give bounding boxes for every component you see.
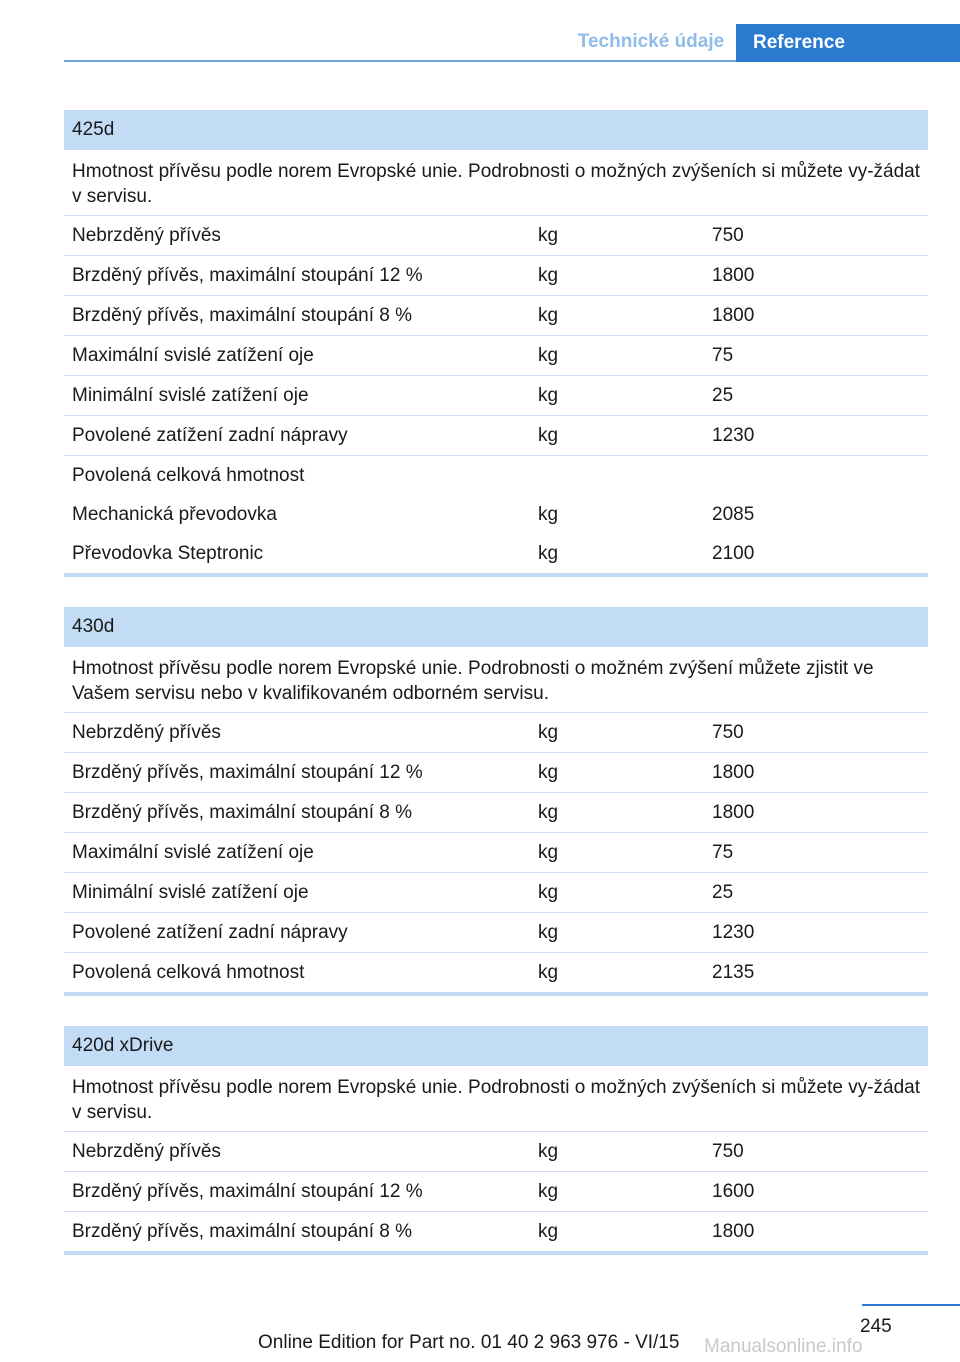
page-number: 245 — [860, 1316, 892, 1337]
table-title: 425d — [64, 110, 928, 150]
row-label: Brzděný přívěs, maximální stoupání 8 % — [72, 1221, 413, 1242]
table-row — [64, 873, 928, 913]
row-label: Minimální svislé zatížení oje — [72, 385, 309, 406]
row-label: Brzděný přívěs, maximální stoupání 12 % — [72, 265, 423, 286]
table-row — [64, 833, 928, 873]
row-value: 1230 — [712, 425, 755, 446]
row-unit: kg — [538, 802, 559, 823]
row-unit: kg — [538, 543, 559, 564]
row-unit: kg — [538, 225, 559, 246]
row-value: 750 — [712, 1141, 744, 1162]
row-value: 75 — [712, 842, 734, 863]
row-value: 75 — [712, 345, 734, 366]
row-value: 750 — [712, 225, 744, 246]
header-section-label: Technické údaje — [577, 31, 725, 52]
table-row — [64, 495, 928, 534]
row-unit: kg — [538, 842, 559, 863]
table-row — [64, 216, 928, 256]
table-row — [64, 416, 928, 456]
table-end-rule — [64, 992, 928, 996]
table-row — [64, 456, 928, 495]
table-row — [64, 376, 928, 416]
table-row — [64, 256, 928, 296]
edition-footer: Online Edition for Part no. 01 40 2 963 976 - VI/15 — [258, 1332, 680, 1353]
table-note: Hmotnost přívěsu podle norem Evropské unie. Podrobnosti o možných zvýšeních si můžete vy-žádat v servisu. — [64, 1066, 928, 1132]
row-label: Mechanická převodovka — [72, 504, 277, 525]
spec-table-430d — [64, 607, 928, 996]
row-value: 1800 — [712, 802, 755, 823]
row-unit: kg — [538, 425, 559, 446]
row-value: 25 — [712, 385, 734, 406]
watermark: Manualsonline.info — [704, 1336, 863, 1357]
table-row — [64, 534, 928, 573]
page-number-rule — [862, 1304, 960, 1306]
table-row — [64, 1212, 928, 1251]
row-value — [712, 456, 928, 495]
spec-table-420d-xdrive — [64, 1026, 928, 1255]
row-label: Brzděný přívěs, maximální stoupání 12 % — [72, 1181, 423, 1202]
row-value: 1800 — [712, 762, 755, 783]
row-label: Povolené zatížení zadní nápravy — [72, 922, 348, 943]
row-unit: kg — [538, 922, 559, 943]
table-end-rule — [64, 1251, 928, 1255]
row-value: 2100 — [712, 543, 755, 564]
row-unit: kg — [538, 722, 559, 743]
table-row — [64, 953, 928, 992]
row-label: Nebrzděný přívěs — [72, 722, 221, 743]
table-note: Hmotnost přívěsu podle norem Evropské unie. Podrobnosti o možném zvýšení můžete zjistit ve Vašem servisu nebo v kvalifikovaném odborném servisu. — [64, 647, 928, 713]
row-label: Povolené zatížení zadní nápravy — [72, 425, 348, 446]
row-value: 1600 — [712, 1181, 755, 1202]
table-row — [64, 1172, 928, 1212]
row-unit: kg — [538, 882, 559, 903]
row-unit — [538, 456, 712, 495]
row-label: Nebrzděný přívěs — [72, 1141, 221, 1162]
row-value: 1800 — [712, 265, 755, 286]
row-value: 1800 — [712, 305, 755, 326]
row-unit: kg — [538, 504, 559, 525]
table-title: 430d — [64, 607, 928, 647]
row-label: Povolená celková hmotnost — [72, 465, 305, 486]
row-label: Brzděný přívěs, maximální stoupání 8 % — [72, 305, 413, 326]
table-row — [64, 296, 928, 336]
row-value: 1800 — [712, 1221, 755, 1242]
table-row — [64, 336, 928, 376]
row-value: 2135 — [712, 962, 755, 983]
table-title: 420d xDrive — [64, 1026, 928, 1066]
row-label: Brzděný přívěs, maximální stoupání 8 % — [72, 802, 413, 823]
row-unit: kg — [538, 1181, 559, 1202]
row-label: Minimální svislé zatížení oje — [72, 882, 309, 903]
row-value: 2085 — [712, 504, 755, 525]
row-label: Maximální svislé zatížení oje — [72, 842, 314, 863]
row-value: 750 — [712, 722, 744, 743]
row-value: 1230 — [712, 922, 755, 943]
spec-tables — [64, 110, 928, 1285]
table-row — [64, 753, 928, 793]
row-label: Povolená celková hmotnost — [72, 962, 305, 983]
row-unit: kg — [538, 1221, 559, 1242]
table-row — [64, 793, 928, 833]
row-unit: kg — [538, 385, 559, 406]
row-unit: kg — [538, 265, 559, 286]
spec-table-425d — [64, 110, 928, 577]
row-value: 25 — [712, 882, 734, 903]
row-unit: kg — [538, 305, 559, 326]
row-unit: kg — [538, 1141, 559, 1162]
row-unit: kg — [538, 345, 559, 366]
table-note: Hmotnost přívěsu podle norem Evropské unie. Podrobnosti o možných zvýšeních si můžete vy-žádat v servisu. — [64, 150, 928, 216]
table-row — [64, 713, 928, 753]
header-chapter-tab: Reference — [736, 24, 960, 62]
row-label: Nebrzděný přívěs — [72, 225, 221, 246]
row-label: Brzděný přívěs, maximální stoupání 12 % — [72, 762, 423, 783]
row-label: Převodovka Steptronic — [72, 543, 264, 564]
table-row — [64, 1132, 928, 1172]
table-end-rule — [64, 573, 928, 577]
row-label: Maximální svislé zatížení oje — [72, 345, 314, 366]
row-unit: kg — [538, 962, 559, 983]
table-row — [64, 913, 928, 953]
row-unit: kg — [538, 762, 559, 783]
